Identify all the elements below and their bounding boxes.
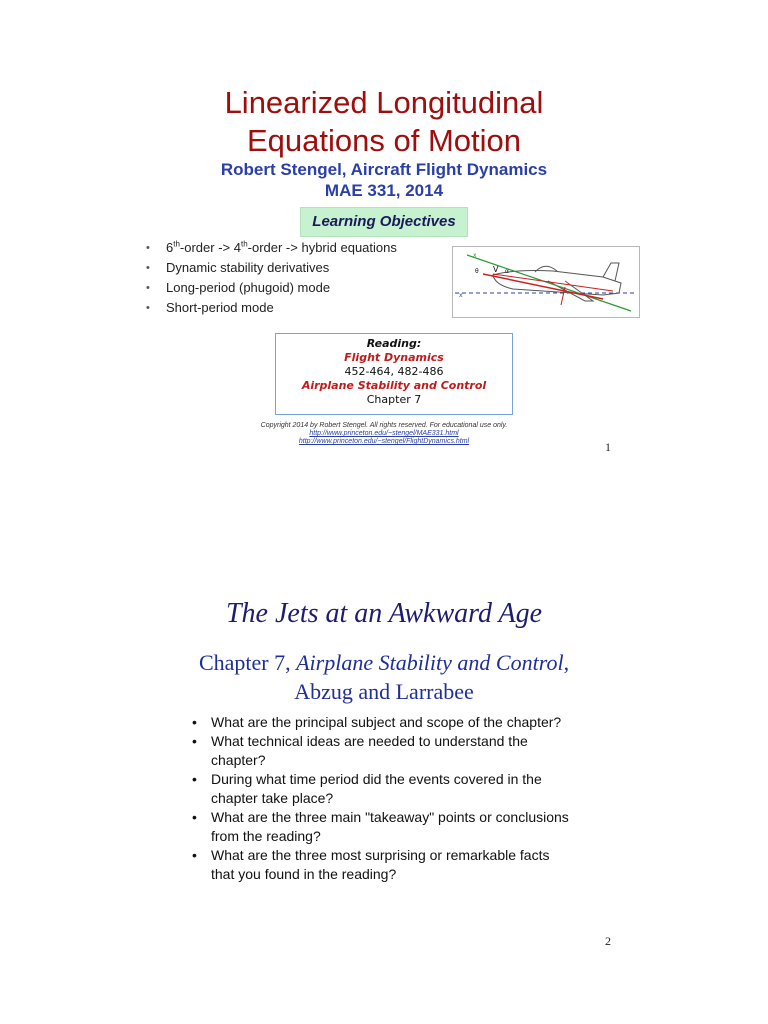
subtitle-book: Airplane Stability and Control xyxy=(296,650,564,675)
svg-text:x: x xyxy=(473,252,477,259)
copyright-block xyxy=(0,422,768,446)
page-number: 2 xyxy=(605,934,611,948)
slide1-title xyxy=(0,84,768,160)
course-name: MAE 331, 2014 xyxy=(324,181,444,200)
reading-pages: 452-464, 482-486 xyxy=(344,365,444,378)
reading-book1: Flight Dynamics xyxy=(344,351,444,364)
reading-box xyxy=(275,333,513,415)
objective-item: • Dynamic stability derivatives xyxy=(146,258,446,278)
author-name: Robert Stengel, Aircraft Flight Dynamics xyxy=(220,160,548,179)
svg-text:x: x xyxy=(459,292,463,299)
objectives-list xyxy=(146,238,446,318)
objective-item: • Short-period mode xyxy=(146,298,446,318)
subtitle-authors: Abzug and Larrabee xyxy=(294,679,474,704)
question-item: • What are the three most surprising or remarkable facts that you found in the reading? xyxy=(192,846,572,884)
question-item: • During what time period did the events covered in the chapter take place? xyxy=(192,770,572,808)
question-item: • What are the three main "takeaway" points or conclusions from the reading? xyxy=(192,808,572,846)
questions-list xyxy=(192,713,572,884)
reading-chapter: Chapter 7 xyxy=(366,393,422,406)
page-number: 1 xyxy=(605,440,611,454)
slide1-title-line2: Equations of Motion xyxy=(246,123,521,158)
svg-text:V: V xyxy=(493,265,499,274)
svg-text:α: α xyxy=(505,268,509,275)
subtitle-prefix: Chapter 7, xyxy=(198,650,297,675)
reading-heading: Reading: xyxy=(366,337,422,350)
learning-objectives-label: Learning Objectives xyxy=(300,207,468,237)
objective-item: • 6th-order -> 4th-order -> hybrid equations xyxy=(146,238,446,258)
slide1-author-block xyxy=(0,159,768,201)
aircraft-axes-diagram xyxy=(452,246,640,318)
book-link[interactable]: http://www.princeton.edu/~stengel/FlightDynamics.html xyxy=(298,438,470,445)
copyright-text: Copyright 2014 by Robert Stengel. All rights reserved. For educational use only. xyxy=(260,422,508,429)
course-link[interactable]: http://www.princeton.edu/~stengel/MAE331.html xyxy=(309,430,459,437)
question-item: • What are the principal subject and scope of the chapter? xyxy=(192,713,572,732)
slide2-subtitle: Chapter 7, Airplane Stability and Control, Abzug and Larrabee xyxy=(0,648,768,706)
reading-book2: Airplane Stability and Control xyxy=(301,379,487,392)
slide1-title-line1: Linearized Longitudinal xyxy=(224,85,544,120)
question-item: • What technical ideas are needed to understand the chapter? xyxy=(192,732,572,770)
svg-text:θ: θ xyxy=(475,268,479,275)
objective-item: • Long-period (phugoid) mode xyxy=(146,278,446,298)
slide2-title: The Jets at an Awkward Age xyxy=(225,598,543,629)
